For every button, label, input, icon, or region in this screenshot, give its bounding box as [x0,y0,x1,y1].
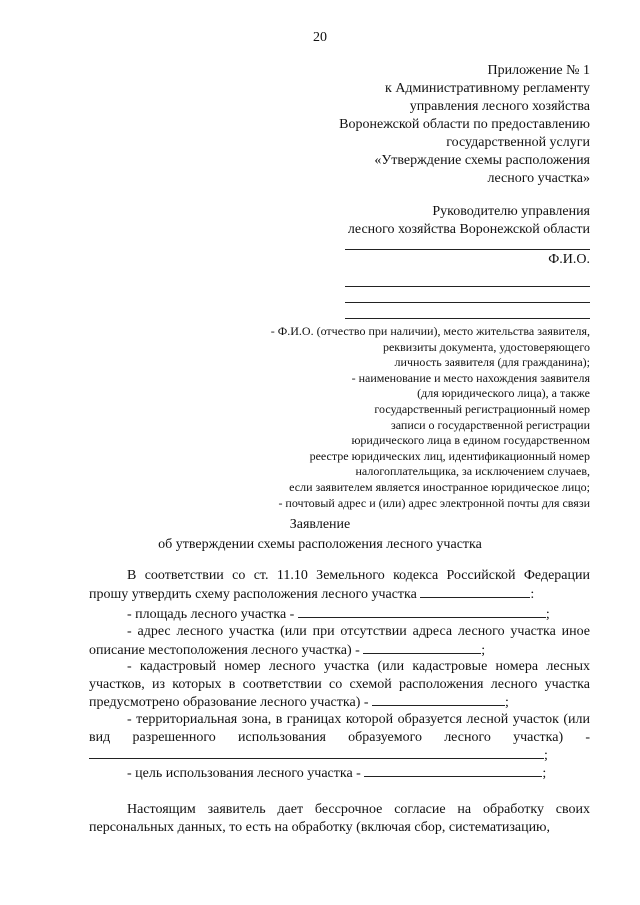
address-text: - адрес лесного участка (или при отсутствии адреса лесного участка иное описание местоположения лесного участка) - [89,624,590,658]
document-subtitle: об утверждении схемы расположения лесного участка [158,537,482,552]
address-semicolon: ; [481,642,486,658]
zone-fill-line [89,746,544,759]
annex-line: управления лесного хозяйства [409,99,590,114]
addressee-line: лесного хозяйства Воронежской области [347,222,590,237]
note-line: если заявителем является иностранное юридическое лицо; [289,479,590,494]
intro-text: В соответствии со ст. 11.10 Земельного кодекса Российской Федерации прошу утвердить схему расположения лесного участка [89,568,590,602]
note-line: государственный регистрационный номер [374,401,590,416]
cadastral-item [89,658,590,712]
area-text: - площадь лесного участка - [127,607,295,622]
note-line: - наименование и место нахождения заявителя [351,370,590,385]
purpose-fill-line [364,764,542,777]
applicant-note [271,324,590,511]
address-fill-line [363,641,481,654]
fio-label: Ф.И.О. [548,252,590,267]
purpose-item [89,764,590,783]
note-line: реквизиты документа, удостоверяющего [382,339,590,354]
annex-line: государственной услуги [446,135,590,150]
intro-colon: : [530,586,535,602]
page-number: 20 [313,30,327,45]
annex-line: «Утверждение схемы расположения [374,153,590,168]
document-title: Заявление [289,517,351,532]
applicant-fill-line [345,286,590,287]
area-fill-line [298,605,546,618]
annex-line: Воронежской области по предоставлению [339,117,590,132]
note-line: личность заявителя (для гражданина); [394,355,590,370]
note-line: юридического лица в едином государственном [351,433,590,448]
zone-text: - территориальная зона, в границах которой образуется лесной участок (или вид разрешенного использования образуемого лесного участка) - [89,712,590,745]
annex-line: к Административному регламенту [385,81,590,96]
note-line: - Ф.И.О. (отчество при наличии), место жительства заявителя, [270,324,590,338]
note-line: реестре юридических лиц, идентификационный номер [309,448,590,463]
note-line: - почтовый адрес и (или) адрес электронной почты для связи [278,495,590,510]
consent-text: Настоящим заявитель дает бессрочное согласие на обработку своих персональных данных, то есть на обработку (включая сбор, систематизацию, [89,802,590,835]
annex-header [339,62,590,188]
note-line: записи о государственной регистрации [390,417,590,432]
cadastral-semicolon: ; [505,695,509,710]
addressee-line: Руководителю управления [432,204,590,219]
annex-line: Приложение № 1 [487,63,590,78]
applicant-fill-line [345,318,590,319]
area-semicolon: ; [545,607,550,622]
area-item [89,605,590,624]
purpose-semicolon: ; [542,766,547,781]
addressee-block [348,203,590,239]
intro-fill-line [420,585,530,598]
annex-line: лесного участка» [487,171,590,186]
zone-item [89,711,590,765]
note-line: налогоплательщика, за исключением случаев, [355,464,590,479]
applicant-fill-line [345,302,590,303]
cadastral-text: - кадастровый номер лесного участка (или кадастровые номера лесных участков, из которых в соответствии со схемой расположения лесного участка предусмотрено образование лесного участка) - [89,659,590,710]
fio-fill-line [345,249,590,250]
cadastral-fill-line [372,693,505,706]
zone-semicolon: ; [544,748,548,763]
consent-paragraph [89,801,590,836]
note-line: (для юридического лица), а также [417,386,590,401]
intro-paragraph [89,567,590,603]
address-item [89,623,590,659]
purpose-text: - цель использования лесного участка - [127,766,361,781]
